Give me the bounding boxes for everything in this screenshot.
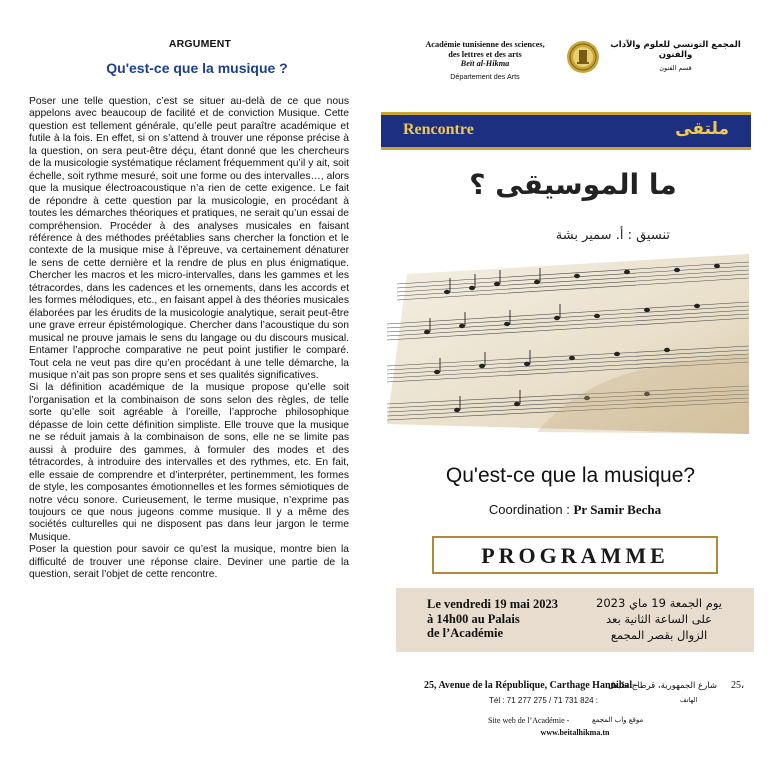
- argument-body: [29, 96, 349, 582]
- website-label-ar: موقع واب المجمع: [592, 716, 644, 724]
- institution-name-fr: [415, 40, 555, 81]
- website-label-fr: Site web de l’Académie -: [488, 716, 570, 725]
- banner-label-ar: ملتقى: [675, 119, 729, 139]
- department-fr: Département des Arts: [450, 71, 520, 81]
- coordination-ar: تنسيق : أ. سمير بشة: [555, 228, 670, 243]
- argument-title: Qu'est-ce que la musique ?: [106, 60, 288, 76]
- institution-ar-text: المجمع التونسي للعلوم والآداب والفنون: [610, 40, 741, 60]
- telephone-label-ar: الهاتف: [680, 696, 698, 704]
- telephone: Tél : 71 277 275 / 71 731 824 :: [489, 696, 598, 705]
- academy-seal-logo: [566, 40, 600, 74]
- date-ar-line-2: على الساعة الثانية بعد: [605, 612, 712, 626]
- institution-line-3: Beït al-Hikma: [460, 59, 510, 69]
- date-ar-line-1: يوم الجمعة 19 ماي 2023: [596, 596, 722, 610]
- date-ar-line-3: الزوال بقصر المجمع: [610, 628, 708, 642]
- address-ar: شارع الجمهورية، قرطاج حنّبعل: [608, 681, 717, 691]
- programme-label: PROGRAMME: [481, 543, 669, 568]
- event-title-ar: ما الموسيقى ؟: [469, 168, 677, 201]
- website-url-link[interactable]: www.beitalhikma.tn: [540, 728, 610, 737]
- argument-paragraph-1: Poser une telle question, c’est se situer au-delà de ce que nous appelons avec beaucoup de facilité et de conviction Musique. Cette question est tellement générale, qu’elle peut paraître académique et futile à la fois. En effet, si on s’attend à trouver une réponse précise à la question, on sera peut-être déçu, étant donné que les chercheurs de la musicologie systématique réclament fréquemment qu’il y ait, soit échelle, soit rythme mesuré, soit une forme ou des intervalles…, alors que la musique électroacoustique n’a rien de cette exigence. Le fait de répondre à cette question par la musicologie, en procédant à toutes les démarches théoriques et pratiques, ne serait qu’un essai de compréhension. Procéder à des analyses musicales en faisant référence à des méthodes préétablies sans chercher la fonction et le contexte de la musique mise à l’épreuve, va certainement dénaturer le sens de cette dernière et la rendre de plus en plus énigmatique. Chercher les macros et les micro-intervalles, dans les gammes et les tétracordes, dans les cadences et les ornements, dans les accords et les formes mélodiques, etc., en faisant appel à des théories musicales élaborées par les érudits de la musicologie analytique, serait peut-être une grave erreur épistémologique. Chercher dans l’acoustique du son musical ne prouve jamais le sens du langage ou du discours musical. Entamer l’approche comparative ne peut point justifier le comparé. Tout cela ne veut pas dire qu’en procédant à une telle démarche, la musique n’ait pas son propre sens et ses qualités significatives.: [29, 96, 349, 381]
- institution-line-1: Académie tunisienne des sciences,: [425, 40, 545, 49]
- department-ar: قسم الفنون: [659, 64, 692, 72]
- argument-paragraph-2: Si la définition académique de la musique propose qu’elle soit l’organisation et la combinaison de sons selon des règles, de telle sorte qu’elle soit agréable à l’oreille, l’approche philosophique dépasse de loin cette définition simpliste. Elle trouve que la musique ne se réduit jamais à la combinaison de sons, elle ne se limite pas aussi à produire des gammes, à formuler des modes et des tétracordes, à introduire des intervalles et des rythmes, etc. En fait, elle essaie de comprendre et d’interpréter, pertinemment, les formes de style, les composantes émotionnelles et les formes sémiotiques de notre vécu sonore. Curieusement, le terme musique, n’exprime pas toujours ce que nous jugeons comme musique. Il y a même des sociétés culturelles qui ne disposent pas dans leur jargon le terme Musique.: [29, 382, 349, 543]
- programme-box: [432, 536, 718, 574]
- institution-line-2: des lettres et des arts: [448, 49, 522, 59]
- date-ar: [584, 595, 734, 643]
- address-number: 25،: [731, 680, 745, 691]
- banner-label-fr: Rencontre: [403, 121, 474, 138]
- coordination-fr-label: Coordination :: [488, 502, 574, 517]
- date-fr-line-1: Le vendredi 19 mai 2023: [427, 597, 559, 611]
- coordination-fr: [455, 502, 695, 518]
- date-fr-line-3: de l’Académie: [427, 626, 504, 640]
- sheet-music-image: [387, 254, 749, 434]
- date-fr: [427, 597, 577, 641]
- argument-paragraph-3: Poser la question pour savoir ce qu’est la musique, montre bien la difficulté de trouver une réponse claire. Deviner une partie de la question, serait l’objet de cette rencontre.: [29, 544, 349, 581]
- date-fr-line-2: à 14h00 au Palais: [427, 611, 520, 626]
- event-title-fr: Qu'est-ce que la musique?: [445, 464, 696, 487]
- argument-heading: ARGUMENT: [168, 38, 232, 50]
- coordination-fr-name: Pr Samir Becha: [573, 502, 662, 517]
- institution-name-ar: [608, 40, 743, 72]
- address-fr: 25, Avenue de la République, Carthage Hannibal -: [424, 680, 639, 691]
- rencontre-banner: [381, 112, 751, 150]
